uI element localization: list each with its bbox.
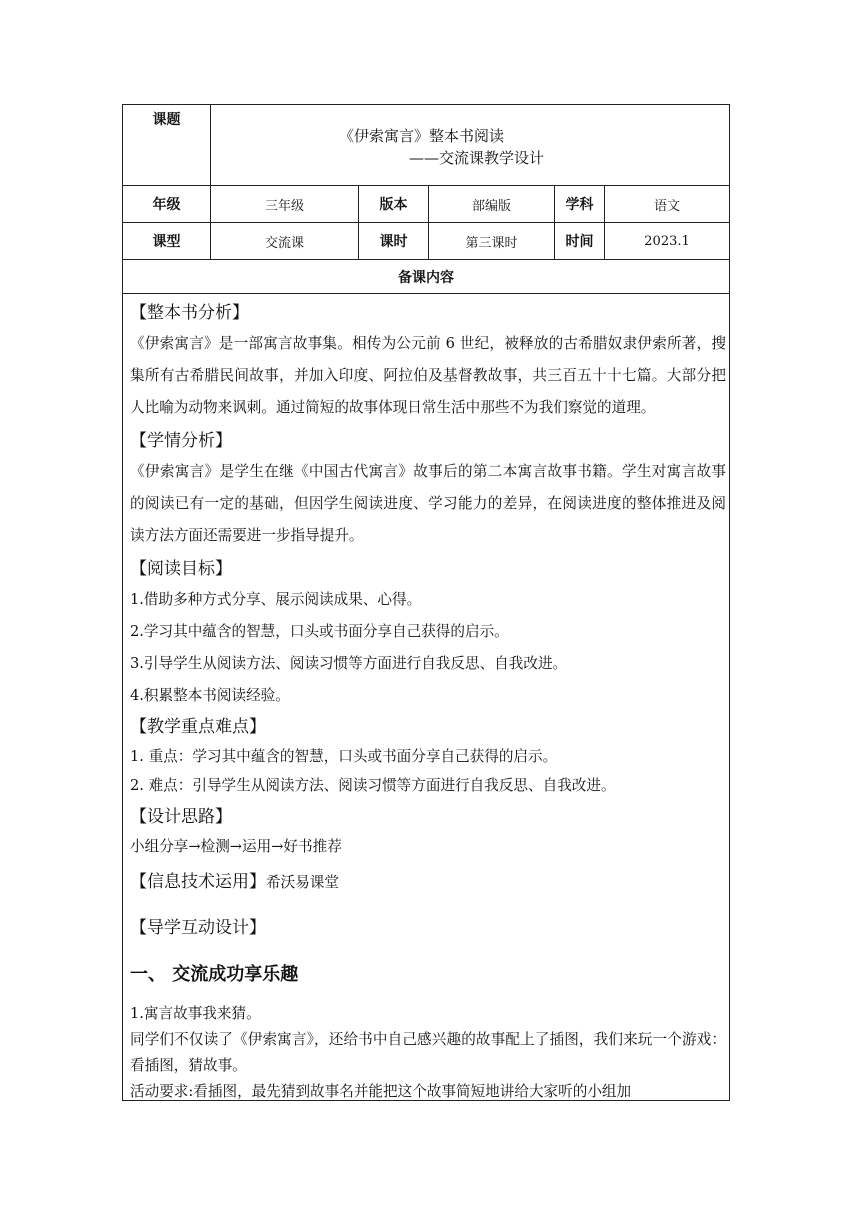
tech-line <box>130 867 726 899</box>
learner-text: 《伊索寓言》是学生在继《中国古代寓言》故事后的第二本寓言故事书籍。学生对寓言故事的阅读已有一定的基础，但因学生阅读进度、学习能力的差异，在阅读进度的整体推进及阅读方法方面还需要进一步指导提升。 <box>130 463 726 544</box>
goal-item: 1.借助多种方式分享、展示阅读成果、心得。 <box>130 591 422 608</box>
interactive-heading: 【导学互动设计】 <box>130 918 266 938</box>
edition-value: 部编版 <box>429 186 555 223</box>
subject-value: 语文 <box>605 186 730 223</box>
period-value: 第三课时 <box>429 223 555 260</box>
title-cell <box>211 105 730 186</box>
goals-heading: 【阅读目标】 <box>130 559 232 579</box>
grade-label: 年级 <box>123 186 211 223</box>
lesson-plan-table <box>122 104 730 1101</box>
design-text: 小组分享→检测→运用→好书推荐 <box>130 838 342 855</box>
time-value: 2023.1 <box>605 223 730 260</box>
type-value: 交流课 <box>211 223 359 260</box>
key-heading: 【教学重点难点】 <box>130 717 266 737</box>
goal-item: 3.引导学生从阅读方法、阅读习惯等方面进行自我反思、自我改进。 <box>130 655 568 672</box>
key-point-item: 1. 重点：学习其中蕴含的智慧，口头或书面分享自己获得的启示。 <box>130 748 558 765</box>
design-heading: 【设计思路】 <box>130 807 232 827</box>
tech-heading: 【信息技术运用】 <box>130 872 266 892</box>
goal-item: 4.积累整本书阅读经验。 <box>130 687 290 704</box>
part1-title: 一、 交流成功享乐趣 <box>130 964 299 985</box>
lesson-title: 《伊索寓言》整本书阅读 <box>339 127 505 145</box>
period-label: 课时 <box>359 223 429 260</box>
key-point-item: 2. 难点：引导学生从阅读方法、阅读习惯等方面进行自我反思、自我改进。 <box>130 777 616 794</box>
time-label: 时间 <box>555 223 605 260</box>
topic-label: 课题 <box>152 112 181 128</box>
activity-rule: 活动要求:看插图，最先猜到故事名并能把这个故事简短地讲给大家听的小组加 <box>130 1083 632 1100</box>
content-cell <box>123 294 730 1101</box>
learner-heading: 【学情分析】 <box>130 431 232 451</box>
edition-label: 版本 <box>359 186 429 223</box>
activity-title: 1.寓言故事我来猜。 <box>130 1005 261 1022</box>
section-heading: 备课内容 <box>123 260 730 294</box>
content-body <box>130 298 726 1101</box>
lesson-subtitle: ——交流课教学设计 <box>409 149 545 167</box>
analysis-text: 《伊索寓言》是一部寓言故事集。相传为公元前 6 世纪，被释放的古希腊奴隶伊索所著，搜集所有古希腊民间故事，并加入印度、阿拉伯及基督教故事，共三百五十十七篇。大部分把人比喻为动物来讽刺。通过简短的故事体现日常生活中那些不为我们察觉的道理。 <box>130 335 726 416</box>
goal-item: 2.学习其中蕴含的智慧，口头或书面分享自己获得的启示。 <box>130 623 509 640</box>
topic-label-cell <box>123 105 211 186</box>
grade-value: 三年级 <box>211 186 359 223</box>
tech-text: 希沃易课堂 <box>266 874 339 891</box>
analysis-heading: 【整本书分析】 <box>130 303 249 323</box>
lesson-plan-page <box>122 104 729 1101</box>
subject-label: 学科 <box>555 186 605 223</box>
type-label: 课型 <box>123 223 211 260</box>
activity-text: 同学们不仅读了《伊索寓言》，还给书中自己感兴趣的故事配上了插图，我们来玩一个游戏：看插图，猜故事。 <box>130 1031 726 1074</box>
